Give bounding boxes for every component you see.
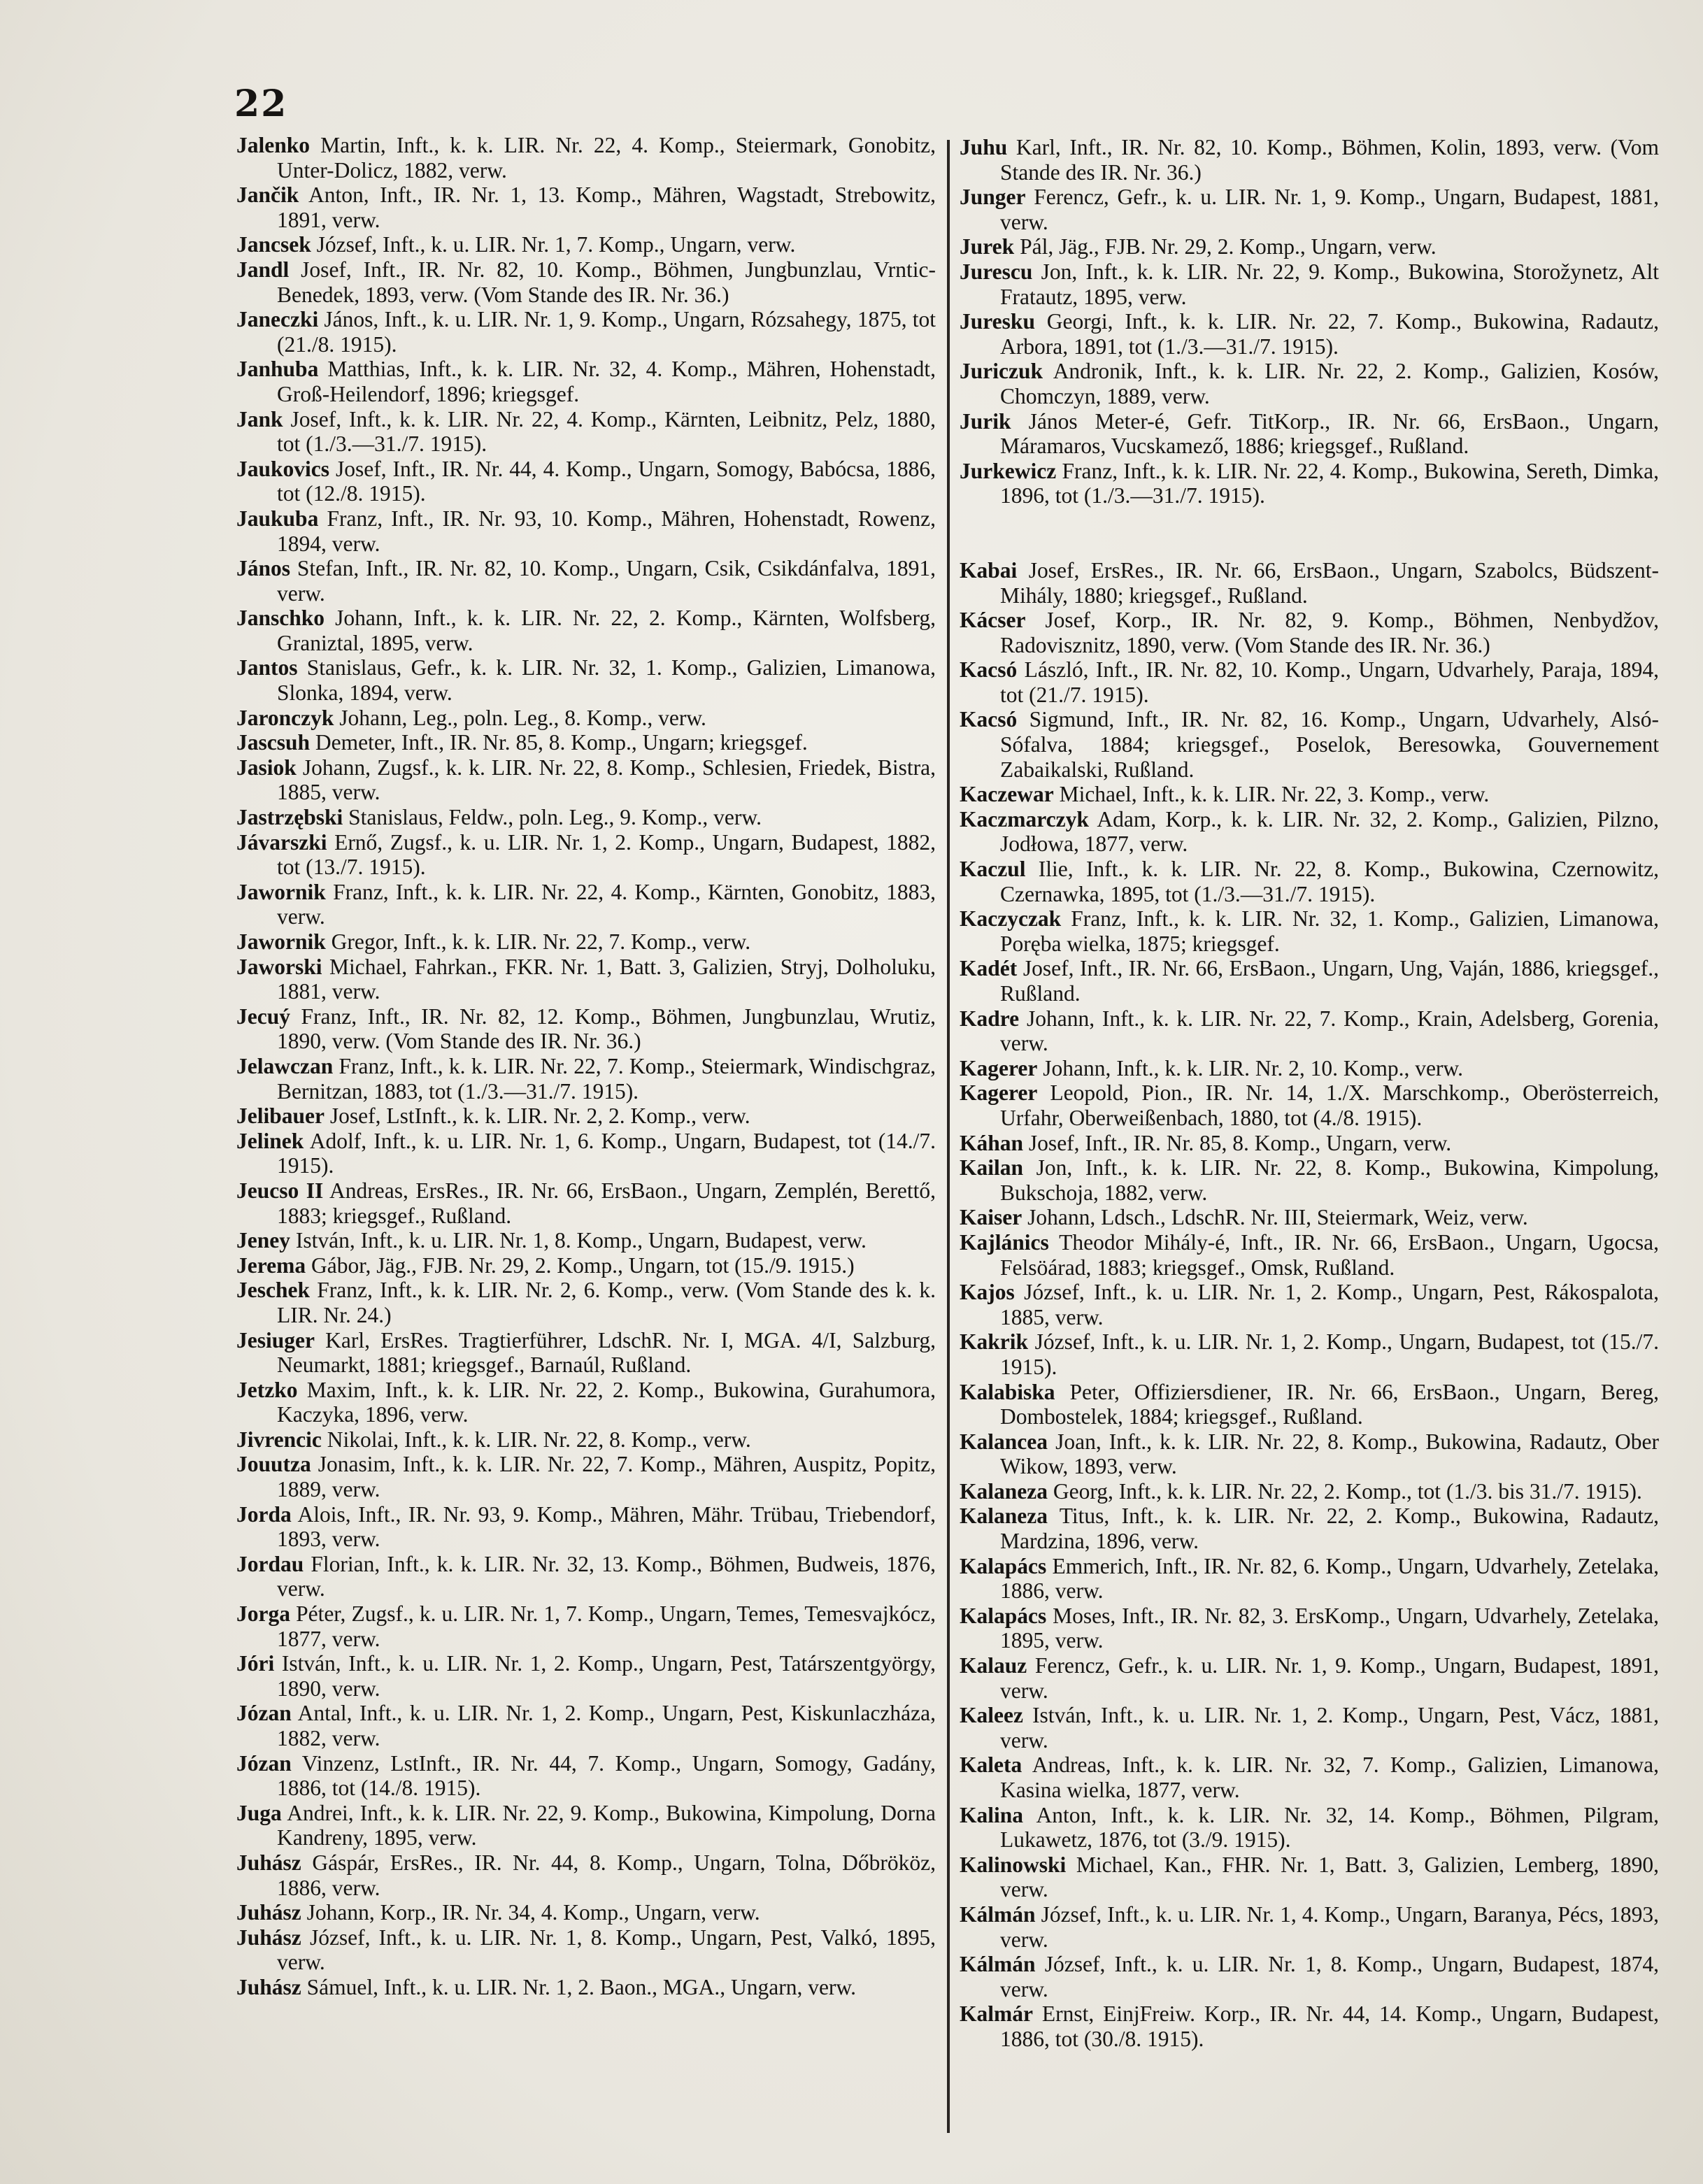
list-item <box>960 608 1659 657</box>
entry-surname: Jaworski <box>236 954 322 979</box>
entry-details: Johann, Zugsf., k. k. LIR. Nr. 22, 8. Komp., Schlesien, Friedek, Bistra, 1885, verw. <box>277 755 936 805</box>
entry-details: Antal, Inft., k. u. LIR. Nr. 1, 2. Komp., Ungarn, Pest, Kiskunlaczháza, 1882, verw. <box>277 1701 936 1750</box>
entry-details: Florian, Inft., k. k. LIR. Nr. 32, 13. Komp., Böhmen, Budweis, 1876, verw. <box>277 1551 936 1601</box>
entry-details: Josef, LstInft., k. k. LIR. Nr. 2, 2. Komp., verw. <box>329 1104 750 1129</box>
entry-surname: Jawornik <box>236 929 326 954</box>
entry-surname: Janhuba <box>236 357 319 382</box>
entry-surname: Jesiuger <box>236 1327 315 1352</box>
entry-details: Franz, Inft., k. k. LIR. Nr. 2, 6. Komp., verw. (Vom Stande des k. k. LIR. Nr. 24.) <box>277 1278 936 1327</box>
entry-surname: Jorda <box>236 1501 292 1527</box>
list-item <box>236 1552 936 1601</box>
entry-details: Stefan, Inft., IR. Nr. 82, 10. Komp., Ungarn, Csik, Csikdánfalva, 1891, verw. <box>277 556 936 606</box>
entry-surname: Kálmán <box>960 1901 1036 1927</box>
list-item <box>236 1427 936 1453</box>
entry-details: Andrei, Inft., k. k. LIR. Nr. 22, 9. Komp., Bukowina, Kimpolung, Dorna Kandreny, 1895, verw. <box>277 1800 936 1850</box>
entry-details: Demeter, Inft., IR. Nr. 85, 8. Komp., Ungarn; kriegsgef. <box>315 730 808 755</box>
entry-details: Josef, Korp., IR. Nr. 82, 9. Komp., Böhmen, Nenbydžov, Radovisznitz, 1890, verw. (Vom Stande des IR. Nr. 36.) <box>1000 608 1660 657</box>
list-item <box>236 706 936 731</box>
entry-surname: Jóri <box>236 1651 275 1676</box>
entry-surname: Janeczki <box>236 307 319 332</box>
entry-details: István, Inft., k. u. LIR. Nr. 1, 8. Komp., Ungarn, Budapest, verw. <box>295 1228 867 1253</box>
list-item <box>236 606 936 655</box>
entry-surname: Jeney <box>236 1228 290 1253</box>
entry-details: Gáspár, ErsRes., IR. Nr. 44, 8. Komp., Ungarn, Tolna, Dőbrököz, 1886, verw. <box>277 1850 936 1900</box>
entry-surname: Jurik <box>960 408 1011 434</box>
entry-surname: Jecuý <box>236 1004 290 1029</box>
entry-surname: Kaczul <box>960 857 1026 882</box>
entry-details: József, Inft., k. u. LIR. Nr. 1, 8. Komp., Ungarn, Budapest, 1874, verw. <box>1000 1952 1659 2001</box>
list-item <box>960 359 1659 408</box>
entry-details: József, Inft., k. u. LIR. Nr. 1, 7. Komp., Ungarn, verw. <box>316 232 796 257</box>
entry-surname: Janschko <box>236 606 325 631</box>
entry-details: Josef, Inft., IR. Nr. 66, ErsBaon., Ungarn, Ung, Vaján, 1886, kriegsgef., Rußland. <box>1000 956 1660 1006</box>
entry-surname: Juhász <box>236 1900 301 1925</box>
entry-surname: Juriczuk <box>960 359 1043 384</box>
entry-details: Josef, ErsRes., IR. Nr. 66, ErsBaon., Ungarn, Szabolcs, Büdszent-Mihály, 1880; kriegsgef., Rußland. <box>1000 557 1660 608</box>
list-item <box>236 1104 936 1129</box>
entry-surname: Kabai <box>960 557 1018 583</box>
entry-details: Ferencz, Gefr., k. u. LIR. Nr. 1, 9. Komp., Ungarn, Budapest, 1881, verw. <box>1000 185 1659 234</box>
entry-details: Franz, Inft., IR. Nr. 82, 12. Komp., Böhmen, Jungbunzlau, Wrutiz, 1890, verw. (Vom Stande des IR. Nr. 36.) <box>277 1004 936 1054</box>
entry-details: Franz, Inft., k. k. LIR. Nr. 32, 1. Komp., Galizien, Limanowa, Poręba wielka, 1875; kriegsgef. <box>1000 906 1659 956</box>
list-item <box>236 655 936 705</box>
entry-surname: Jerema <box>236 1252 306 1278</box>
entry-surname: Juhász <box>236 1925 301 1950</box>
list-item <box>236 307 936 357</box>
entry-surname: Kaiser <box>960 1205 1022 1230</box>
entry-details: Vinzenz, LstInft., IR. Nr. 44, 7. Komp., Ungarn, Somogy, Gadány, 1886, tot (14./8. 1915). <box>277 1750 936 1801</box>
entry-details: László, Inft., IR. Nr. 82, 10. Komp., Ungarn, Udvarhely, Paraja, 1894, tot (21./7. 1915). <box>1000 657 1659 707</box>
list-item <box>960 185 1659 234</box>
list-item <box>960 1604 1659 1653</box>
entry-details: Ernst, EinjFreiw. Korp., IR. Nr. 44, 14. Komp., Ungarn, Budapest, 1886, tot (30./8. 1915). <box>1000 2001 1659 2051</box>
entry-surname: Kailan <box>960 1155 1024 1180</box>
list-item <box>236 1452 936 1501</box>
entry-details: Georgi, Inft., k. k. LIR. Nr. 22, 7. Komp., Bukowina, Radautz, Arbora, 1891, tot (1./3.—31./7. 1915). <box>1000 309 1660 359</box>
entry-details: Johann, Leg., poln. Leg., 8. Komp., verw. <box>339 705 706 730</box>
entry-details: Andronik, Inft., k. k. LIR. Nr. 22, 2. Komp., Galizien, Kosów, Chomczyn, 1889, verw. <box>1000 359 1659 408</box>
section-gap <box>960 508 1659 558</box>
list-item <box>236 1900 936 1925</box>
list-item <box>236 133 936 183</box>
list-item <box>236 1701 936 1750</box>
column-divider <box>947 140 950 2133</box>
list-item <box>960 1703 1659 1753</box>
entry-details: Josef, Inft., k. k. LIR. Nr. 22, 4. Komp., Kärnten, Leibnitz, Pelz, 1880, tot (1./3.—31./7. 1915). <box>277 406 936 457</box>
list-item <box>236 407 936 457</box>
list-item <box>236 755 936 805</box>
list-item <box>236 1328 936 1378</box>
entry-surname: Jetzko <box>236 1377 298 1402</box>
entry-surname: János <box>236 556 291 581</box>
entry-surname: Jantos <box>236 655 298 680</box>
entry-details: Peter, Offiziersdiener, IR. Nr. 66, ErsBaon., Ungarn, Bereg, Dombostelek, 1884; kriegsgef., Rußland. <box>1000 1379 1659 1429</box>
entry-surname: Kalapács <box>960 1553 1047 1578</box>
list-item <box>960 558 1659 608</box>
list-item <box>960 1803 1659 1853</box>
left-column <box>236 133 936 2000</box>
entry-details: Johann, Inft., k. k. LIR. Nr. 22, 2. Komp., Kärnten, Wolfsberg, Graniztal, 1895, verw. <box>277 606 936 655</box>
entry-details: Sámuel, Inft., k. u. LIR. Nr. 1, 2. Baon., MGA., Ungarn, verw. <box>306 1974 857 1999</box>
entry-details: Jon, Inft., k. k. LIR. Nr. 22, 9. Komp., Bukowina, Storožynetz, Alt Fratautz, 1895, verw. <box>1000 259 1659 309</box>
list-item <box>960 1131 1659 1156</box>
entry-details: Johann, Ldsch., LdschR. Nr. III, Steiermark, Weiz, verw. <box>1027 1205 1528 1230</box>
entry-details: Joan, Inft., k. k. LIR. Nr. 22, 8. Komp., Bukowina, Radautz, Ober Wikow, 1893, verw. <box>1000 1429 1659 1479</box>
entry-details: Leopold, Pion., IR. Nr. 14, 1./X. Marschkomp., Oberösterreich, Urfahr, Oberweißenbach, 1880, tot (4./8. 1915). <box>1000 1080 1660 1130</box>
entry-surname: Kaleta <box>960 1753 1022 1778</box>
list-item <box>960 1902 1659 1952</box>
entry-surname: Juhu <box>960 135 1008 159</box>
entry-details: Johann, Inft., k. k. LIR. Nr. 2, 10. Komp., verw. <box>1043 1055 1463 1080</box>
entry-surname: Jasiok <box>236 755 297 780</box>
entry-surname: Juga <box>236 1800 282 1825</box>
list-item <box>236 457 936 506</box>
entry-details: Josef, Inft., IR. Nr. 82, 10. Komp., Böhmen, Jungbunzlau, Vrntic-Benedek, 1893, verw. (Vom Stande des IR. Nr. 36.) <box>277 257 936 307</box>
entry-surname: Kalina <box>960 1802 1024 1827</box>
list-item <box>236 929 936 955</box>
entry-details: Gábor, Jäg., FJB. Nr. 29, 2. Komp., Ungarn, tot (15./9. 1915.) <box>311 1252 855 1278</box>
entry-details: Jon, Inft., k. k. LIR. Nr. 22, 8. Komp., Bukowina, Kimpolung, Bukschoja, 1882, verw. <box>1000 1155 1660 1205</box>
entry-surname: Jascsuh <box>236 730 311 755</box>
list-item <box>236 1975 936 2000</box>
entry-surname: Jancsek <box>236 232 311 257</box>
list-item <box>960 234 1659 259</box>
entry-surname: Józan <box>236 1750 292 1776</box>
list-item <box>236 880 936 929</box>
list-item <box>960 657 1659 707</box>
entry-details: Pál, Jäg., FJB. Nr. 29, 2. Komp., Ungarn, verw. <box>1020 234 1437 259</box>
list-item <box>236 1129 936 1178</box>
list-item <box>960 309 1659 359</box>
right-column-k-section <box>960 558 1659 2052</box>
entry-surname: Jávarszki <box>236 829 327 855</box>
list-item <box>236 1751 936 1801</box>
list-item <box>236 1004 936 1054</box>
list-item <box>960 1056 1659 1081</box>
entry-surname: Jordau <box>236 1551 304 1576</box>
list-item <box>236 1801 936 1850</box>
entry-surname: Junger <box>960 185 1026 210</box>
list-item <box>236 1378 936 1427</box>
entry-details: István, Inft., k. u. LIR. Nr. 1, 2. Komp., Ungarn, Pest, Vácz, 1881, verw. <box>1000 1703 1659 1753</box>
entry-surname: Jorga <box>236 1601 290 1627</box>
entry-details: Titus, Inft., k. k. LIR. Nr. 22, 2. Komp., Bukowina, Radautz, Mardzina, 1896, verw. <box>1000 1504 1659 1554</box>
entry-details: István, Inft., k. u. LIR. Nr. 1, 2. Komp., Ungarn, Pest, Tatárszentgyörgy, 1890, verw. <box>277 1651 936 1701</box>
entry-details: Josef, Inft., IR. Nr. 44, 4. Komp., Ungarn, Somogy, Babócsa, 1886, tot (12./8. 1915). <box>277 456 936 506</box>
entry-details: Theodor Mihály-é, Inft., IR. Nr. 66, ErsBaon., Ungarn, Ugocsa, Felsöárad, 1883; kriegsgef., Omsk, Rußland. <box>1000 1229 1659 1280</box>
list-item <box>960 1280 1659 1329</box>
entry-surname: Kálmán <box>960 1952 1036 1977</box>
list-item <box>236 357 936 406</box>
entry-surname: Józan <box>236 1701 292 1726</box>
entry-surname: Kagerer <box>960 1055 1038 1080</box>
entry-details: Johann, Inft., k. k. LIR. Nr. 22, 7. Komp., Krain, Adelsberg, Gorenia, verw. <box>1000 1006 1660 1056</box>
entry-surname: Jouutza <box>236 1452 311 1477</box>
entry-surname: Kaczyczak <box>960 906 1062 932</box>
list-item <box>960 1006 1659 1056</box>
list-item <box>960 1753 1659 1802</box>
entry-surname: Jandl <box>236 257 290 282</box>
list-item <box>236 955 936 1004</box>
list-item <box>236 1925 936 1975</box>
entry-surname: Kaleez <box>960 1703 1023 1728</box>
entry-surname: Juresku <box>960 309 1035 334</box>
list-item <box>960 2001 1659 2051</box>
list-item <box>960 1155 1659 1205</box>
entry-details: János Meter-é, Gefr. TitKorp., IR. Nr. 66, ErsBaon., Ungarn, Máramaros, Vucskamező, 1886; kriegsgef., Rußland. <box>1000 408 1660 459</box>
entry-details: Matthias, Inft., k. k. LIR. Nr. 32, 4. Komp., Mähren, Hohenstadt, Groß-Heilendorf, 1896; kriegsgef. <box>277 357 936 406</box>
list-item <box>960 1380 1659 1429</box>
entry-surname: Kalinowski <box>960 1852 1067 1877</box>
entry-surname: Jančik <box>236 183 299 208</box>
entry-details: Franz, Inft., IR. Nr. 93, 10. Komp., Mähren, Hohenstadt, Rowenz, 1894, verw. <box>277 506 936 556</box>
entry-details: Karl, ErsRes. Tragtierführer, LdschR. Nr. I, MGA. 4/I, Salzburg, Neumarkt, 1881; kriegsgef., Barnaúl, Rußland. <box>277 1327 936 1378</box>
entry-details: József, Inft., k. u. LIR. Nr. 1, 2. Komp., Ungarn, Budapest, tot (15./7. 1915). <box>1000 1329 1660 1379</box>
list-item <box>236 730 936 755</box>
list-item <box>960 409 1659 459</box>
entry-surname: Kaczewar <box>960 782 1054 807</box>
list-item <box>236 556 936 606</box>
entry-details: Franz, Inft., k. k. LIR. Nr. 22, 4. Komp., Bukowina, Sereth, Dimka, 1896, tot (1./3.—31./7. 1915). <box>1000 458 1660 508</box>
list-item <box>960 956 1659 1006</box>
right-column <box>960 135 1659 2052</box>
entry-details: Stanislaus, Feldw., poln. Leg., 9. Komp., verw. <box>348 805 762 830</box>
entry-surname: Jurescu <box>960 259 1033 284</box>
list-item <box>236 232 936 257</box>
entry-surname: Kajlánics <box>960 1229 1049 1255</box>
entry-details: Franz, Inft., k. k. LIR. Nr. 22, 7. Komp., Steiermark, Windischgraz, Bernitzan, 1883, tot (1./3.—31./7. 1915). <box>277 1053 936 1104</box>
list-item <box>236 1054 936 1104</box>
entry-details: Franz, Inft., k. k. LIR. Nr. 22, 4. Komp., Kärnten, Gonobitz, 1883, verw. <box>277 879 936 929</box>
entry-details: Martin, Inft., k. k. LIR. Nr. 22, 4. Komp., Steiermark, Gonobitz, Unter-Dolicz, 1882, verw. <box>277 133 936 183</box>
entry-surname: Jastrzębski <box>236 805 343 830</box>
entry-surname: Kajos <box>960 1280 1015 1305</box>
entry-surname: Jelibauer <box>236 1104 325 1129</box>
entry-details: Georg, Inft., k. k. LIR. Nr. 22, 2. Komp., tot (1./3. bis 31./7. 1915). <box>1053 1478 1642 1504</box>
list-item <box>236 830 936 880</box>
entry-details: Péter, Zugsf., k. u. LIR. Nr. 1, 7. Komp., Ungarn, Temes, Temesvajkócz, 1877, verw. <box>277 1601 936 1651</box>
entry-surname: Kácser <box>960 608 1026 633</box>
list-item <box>236 1228 936 1253</box>
entry-details: Anton, Inft., IR. Nr. 1, 13. Komp., Mähren, Wagstadt, Strebowitz, 1891, verw. <box>277 183 936 232</box>
entry-surname: Jeschek <box>236 1278 310 1303</box>
list-item <box>236 805 936 830</box>
entry-details: Alois, Inft., IR. Nr. 93, 9. Komp., Mähren, Mähr. Trübau, Triebendorf, 1893, verw. <box>277 1501 936 1552</box>
entry-surname: Jank <box>236 406 283 431</box>
list-item <box>960 1429 1659 1479</box>
entry-details: Michael, Inft., k. k. LIR. Nr. 22, 3. Komp., verw. <box>1059 782 1490 807</box>
entry-surname: Kalauz <box>960 1653 1027 1678</box>
entry-surname: Káhan <box>960 1130 1024 1155</box>
list-item <box>960 1554 1659 1604</box>
entry-details: Moses, Inft., IR. Nr. 82, 3. ErsKomp., Ungarn, Udvarhely, Zetelaka, 1895, verw. <box>1000 1603 1659 1653</box>
list-item <box>960 259 1659 309</box>
list-item <box>960 807 1659 857</box>
entry-surname: Juhász <box>236 1850 301 1875</box>
list-item <box>960 707 1659 782</box>
list-item <box>236 1601 936 1651</box>
entry-details: József, Inft., k. u. LIR. Nr. 1, 4. Komp., Ungarn, Baranya, Pécs, 1893, verw. <box>1000 1901 1659 1952</box>
entry-surname: Kagerer <box>960 1080 1038 1106</box>
list-item <box>960 459 1659 508</box>
entry-surname: Jurkewicz <box>960 458 1057 483</box>
list-item <box>960 782 1659 807</box>
entry-details: Anton, Inft., k. k. LIR. Nr. 32, 14. Komp., Böhmen, Pilgram, Lukawetz, 1876, tot (3./9. 1915). <box>1000 1802 1660 1853</box>
list-item <box>960 1329 1659 1379</box>
entry-surname: Jaukuba <box>236 506 319 531</box>
list-item <box>960 906 1659 956</box>
entry-details: Stanislaus, Gefr., k. k. LIR. Nr. 32, 1. Komp., Galizien, Limanowa, Slonka, 1894, verw. <box>277 655 936 706</box>
entry-details: Michael, Kan., FHR. Nr. 1, Batt. 3, Galizien, Lemberg, 1890, verw. <box>1000 1852 1659 1902</box>
entry-surname: Juhász <box>236 1974 301 1999</box>
list-item <box>960 1080 1659 1130</box>
list-item <box>236 1178 936 1228</box>
list-item <box>960 1230 1659 1280</box>
entry-surname: Kadre <box>960 1006 1020 1031</box>
list-item <box>236 506 936 556</box>
list-item <box>960 1504 1659 1553</box>
entry-surname: Kacsó <box>960 707 1018 732</box>
list-item <box>236 1502 936 1552</box>
right-column-j-section <box>960 135 1659 508</box>
entry-surname: Jivrencic <box>236 1427 322 1452</box>
entry-surname: Kalaneza <box>960 1504 1048 1529</box>
entry-surname: Kalancea <box>960 1429 1048 1454</box>
entry-details: Johann, Korp., IR. Nr. 34, 4. Komp., Ungarn, verw. <box>306 1900 760 1925</box>
list-item <box>960 857 1659 906</box>
entry-details: Ilie, Inft., k. k. LIR. Nr. 22, 8. Komp., Bukowina, Czernowitz, Czernawka, 1895, tot (1./3.—31./7. 1915). <box>1000 857 1659 906</box>
list-item <box>236 183 936 232</box>
entry-surname: Jaukovics <box>236 456 330 481</box>
list-item <box>960 135 1659 185</box>
entry-surname: Kakrik <box>960 1329 1029 1355</box>
entry-details: Gregor, Inft., k. k. LIR. Nr. 22, 7. Komp., verw. <box>331 929 751 954</box>
entry-surname: Jalenko <box>236 133 311 157</box>
entry-details: Adolf, Inft., k. u. LIR. Nr. 1, 6. Komp., Ungarn, Budapest, tot (14./7. 1915). <box>277 1128 936 1178</box>
entry-details: József, Inft., k. u. LIR. Nr. 1, 8. Komp., Ungarn, Pest, Valkó, 1895, verw. <box>277 1925 936 1975</box>
list-item <box>236 1278 936 1327</box>
entry-details: József, Inft., k. u. LIR. Nr. 1, 2. Komp., Ungarn, Pest, Rákospalota, 1885, verw. <box>1000 1280 1659 1329</box>
entry-details: Karl, Inft., IR. Nr. 82, 10. Komp., Böhmen, Kolin, 1893, verw. (Vom Stande des IR. Nr. 36.) <box>1000 135 1659 185</box>
entry-details: Emmerich, Inft., IR. Nr. 82, 6. Komp., Ungarn, Udvarhely, Zetelaka, 1886, verw. <box>1000 1553 1660 1604</box>
entry-surname: Kadét <box>960 956 1018 981</box>
entry-details: Nikolai, Inft., k. k. LIR. Nr. 22, 8. Komp., verw. <box>327 1427 751 1452</box>
entry-surname: Kalaneza <box>960 1478 1048 1504</box>
page-number: 22 <box>234 83 288 125</box>
entry-surname: Jelinek <box>236 1128 304 1153</box>
list-item <box>960 1853 1659 1902</box>
list-item <box>236 257 936 307</box>
entry-surname: Kalapács <box>960 1603 1047 1628</box>
entry-surname: Jeucso II <box>236 1178 324 1203</box>
entry-details: Andreas, Inft., k. k. LIR. Nr. 32, 7. Komp., Galizien, Limanowa, Kasina wielka, 1877, verw. <box>1000 1753 1659 1802</box>
entry-details: Maxim, Inft., k. k. LIR. Nr. 22, 2. Komp., Bukowina, Gurahumora, Kaczyka, 1896, verw. <box>277 1377 936 1427</box>
list-item <box>960 1479 1659 1504</box>
entry-details: Ferencz, Gefr., k. u. LIR. Nr. 1, 9. Komp., Ungarn, Budapest, 1891, verw. <box>1000 1653 1659 1703</box>
entry-details: Andreas, ErsRes., IR. Nr. 66, ErsBaon., Ungarn, Zemplén, Berettő, 1883; kriegsgef., Rußland. <box>277 1178 936 1228</box>
entry-details: Michael, Fahrkan., FKR. Nr. 1, Batt. 3, Galizien, Stryj, Dolholuku, 1881, verw. <box>277 954 936 1004</box>
list-item <box>960 1205 1659 1230</box>
list-item <box>236 1850 936 1900</box>
list-item <box>236 1253 936 1278</box>
entry-surname: Jaronczyk <box>236 705 334 730</box>
entry-details: Adam, Korp., k. k. LIR. Nr. 32, 2. Komp., Galizien, Pilzno, Jodłowa, 1877, verw. <box>1000 806 1659 857</box>
entry-details: Sigmund, Inft., IR. Nr. 82, 16. Komp., Ungarn, Udvarhely, Alsó-Sófalva, 1884; kriegsgef., Poselok, Beresowka, Gouvernement Zabaikalski, Rußland. <box>1000 707 1660 782</box>
entry-surname: Kaczmarczyk <box>960 806 1089 832</box>
entry-surname: Jelawczan <box>236 1053 334 1078</box>
entry-surname: Jawornik <box>236 879 326 904</box>
list-item <box>960 1952 1659 2001</box>
entry-surname: Kalmár <box>960 2001 1033 2027</box>
entry-details: Ernő, Zugsf., k. u. LIR. Nr. 1, 2. Komp., Ungarn, Budapest, 1882, tot (13./7. 1915). <box>277 829 936 880</box>
entry-surname: Jurek <box>960 234 1015 259</box>
list-item <box>960 1653 1659 1703</box>
entry-details: János, Inft., k. u. LIR. Nr. 1, 9. Komp., Ungarn, Rózsahegy, 1875, tot (21./8. 1915). <box>277 307 936 357</box>
list-item <box>236 1651 936 1701</box>
entry-details: Jonasim, Inft., k. k. LIR. Nr. 22, 7. Komp., Mähren, Auspitz, Popitz, 1889, verw. <box>277 1452 936 1502</box>
entry-surname: Kalabiska <box>960 1379 1055 1404</box>
entry-surname: Kacsó <box>960 657 1018 683</box>
entry-details: Josef, Inft., IR. Nr. 85, 8. Komp., Ungarn, verw. <box>1028 1130 1452 1155</box>
